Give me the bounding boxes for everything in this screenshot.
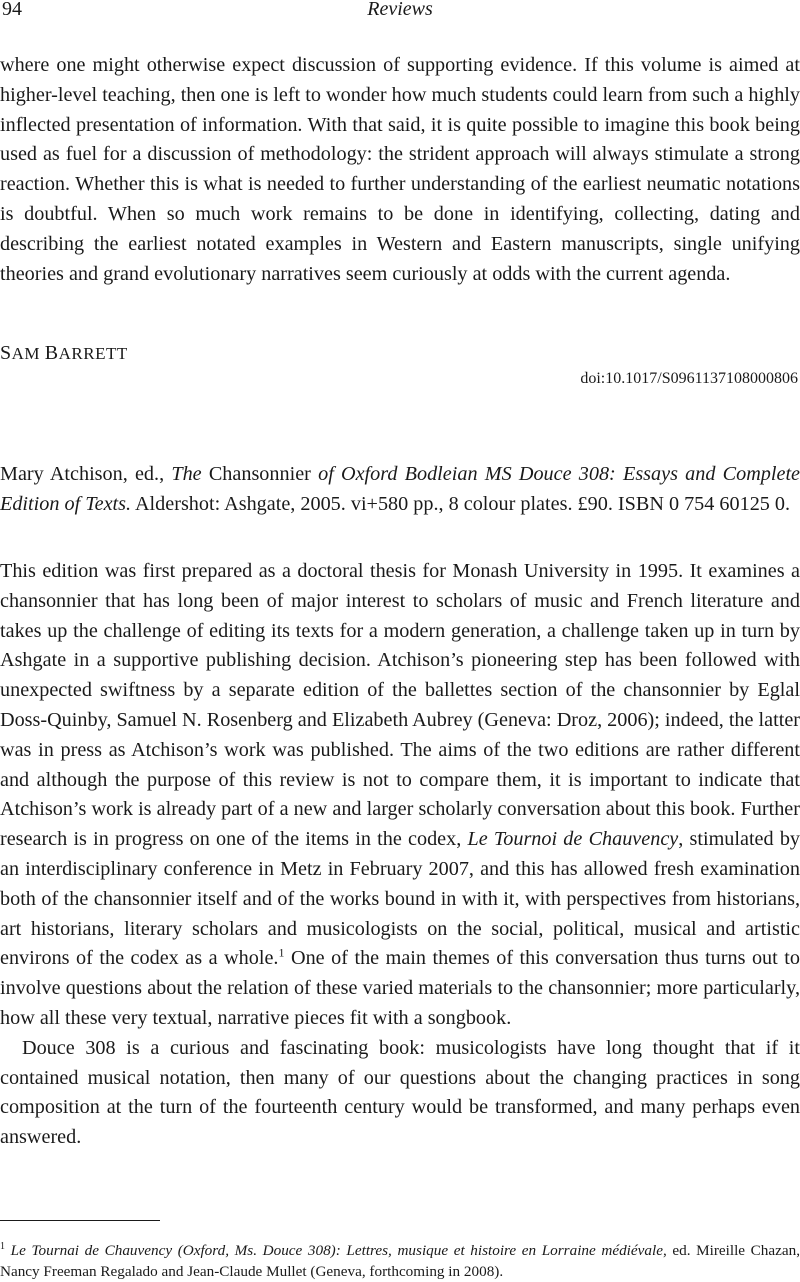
reviewer-signature: SAM BARRETT (0, 342, 128, 364)
review-paragraph-2: Douce 308 is a curious and fascinating book: musicologists have long thought that if it contained musical notation, then many of our questions about the changing practices in song composition at the turn of the fourteenth century would be transformed, and many perhaps even answered. (0, 1036, 800, 1149)
review-paragraph-1: This edition was first prepared as a doctoral thesis for Monash University in 1995. It examines a chansonnier that has long been of major interest to scholars of music and French literature and takes up the challenge of editing its texts for a modern generation, a challenge taken up in turn by Ashgate in a supportive publishing decision. Atchison’s pioneering step has been followed with unexpected swiftness by a separate edition of the ballettes section of the chansonnier by Eglal Doss-Quinby, Samuel N. Rosenberg and Elizabeth Aubrey (Geneva: Droz, 2006); indeed, the latter was in press as Atchison’s work was published. The aims of the two editions are rather different and although the purpose of this review is not to compare them, it is important to indicate that Atchison’s work is already part of a new and larger scholarly conversation about this book. Further research is in progress on one of the items in the codex, Le Tournoi de Chauvency, stimulated by an interdisciplinary conference in Metz in February 2007, and this has allowed fresh examination both of the chansonnier itself and of the works bound in with it, with perspectives from historians, art historians, literary scholars and musicologists on the social, political, musical and artistic environs of the codex as a whole.$^1$ One of the main themes of this conversation thus turns out to involve questions about the relation of these varied materials to the chansonnier; more particularly, how all these very textual, narrative pieces fit with a songbook. (0, 560, 800, 1029)
footnote-italic-title: Le Tournai de Chauvency (Oxford, Ms. Douce 308): Lettres, musique et histoire en Lorraine médiévale (10, 1242, 663, 1260)
closing-paragraph: where one might otherwise expect discussion of supporting evidence. If this volume is aimed at higher-level teaching, then one is left to wonder how much students could learn from such a highly inflected presentation of information. With that said, it is quite possible to imagine this book being used as fuel for a discussion of methodology: the strident approach will always stimulate a strong reaction. Whether this is what is needed to further understanding of the earliest neumatic notations is doubtful. When so much work remains to be done in identifying, collecting, dating and describing the earliest notated examples in Western and Eastern manuscripts, single unifying theories and grand evolutionary narratives seem curiously at odds with the current agenda. (0, 54, 800, 285)
footnote (0, 1236, 800, 1282)
footnote-rest: , ed. Mireille Chazan, Nancy Freeman Regalado and Jean-Claude Mullet (Geneva, forthcoming in 2008). (0, 1242, 800, 1281)
footnote-rule (0, 1220, 160, 1221)
page-number: 94 (2, 0, 22, 20)
citation-editor: Mary Atchison, ed., (0, 463, 172, 485)
citation-publication: Aldershot: Ashgate, 2005. vi+580 pp., 8 colour plates. £90. ISBN 0 754 60125 0. (131, 492, 791, 515)
doi-line: doi:10.1017/S0961137108000806 (580, 370, 798, 387)
citation-title-rest: of Oxford Bodleian MS Douce 308: Essays and Complete Edition of Texts. (0, 463, 800, 515)
citation-title-the: The (171, 463, 202, 485)
review-body (0, 557, 800, 1153)
running-header (0, 0, 800, 24)
previous-review-closing (0, 51, 800, 289)
footnote-number: 1 (0, 1241, 5, 1252)
footnote-reference: 1 (278, 945, 285, 960)
tournoi-title: Le Tournoi de Chauvency (467, 828, 679, 851)
running-title: Reviews (367, 0, 433, 20)
citation-title-chansonnier: Chansonnier (201, 463, 319, 485)
book-citation (0, 460, 800, 520)
